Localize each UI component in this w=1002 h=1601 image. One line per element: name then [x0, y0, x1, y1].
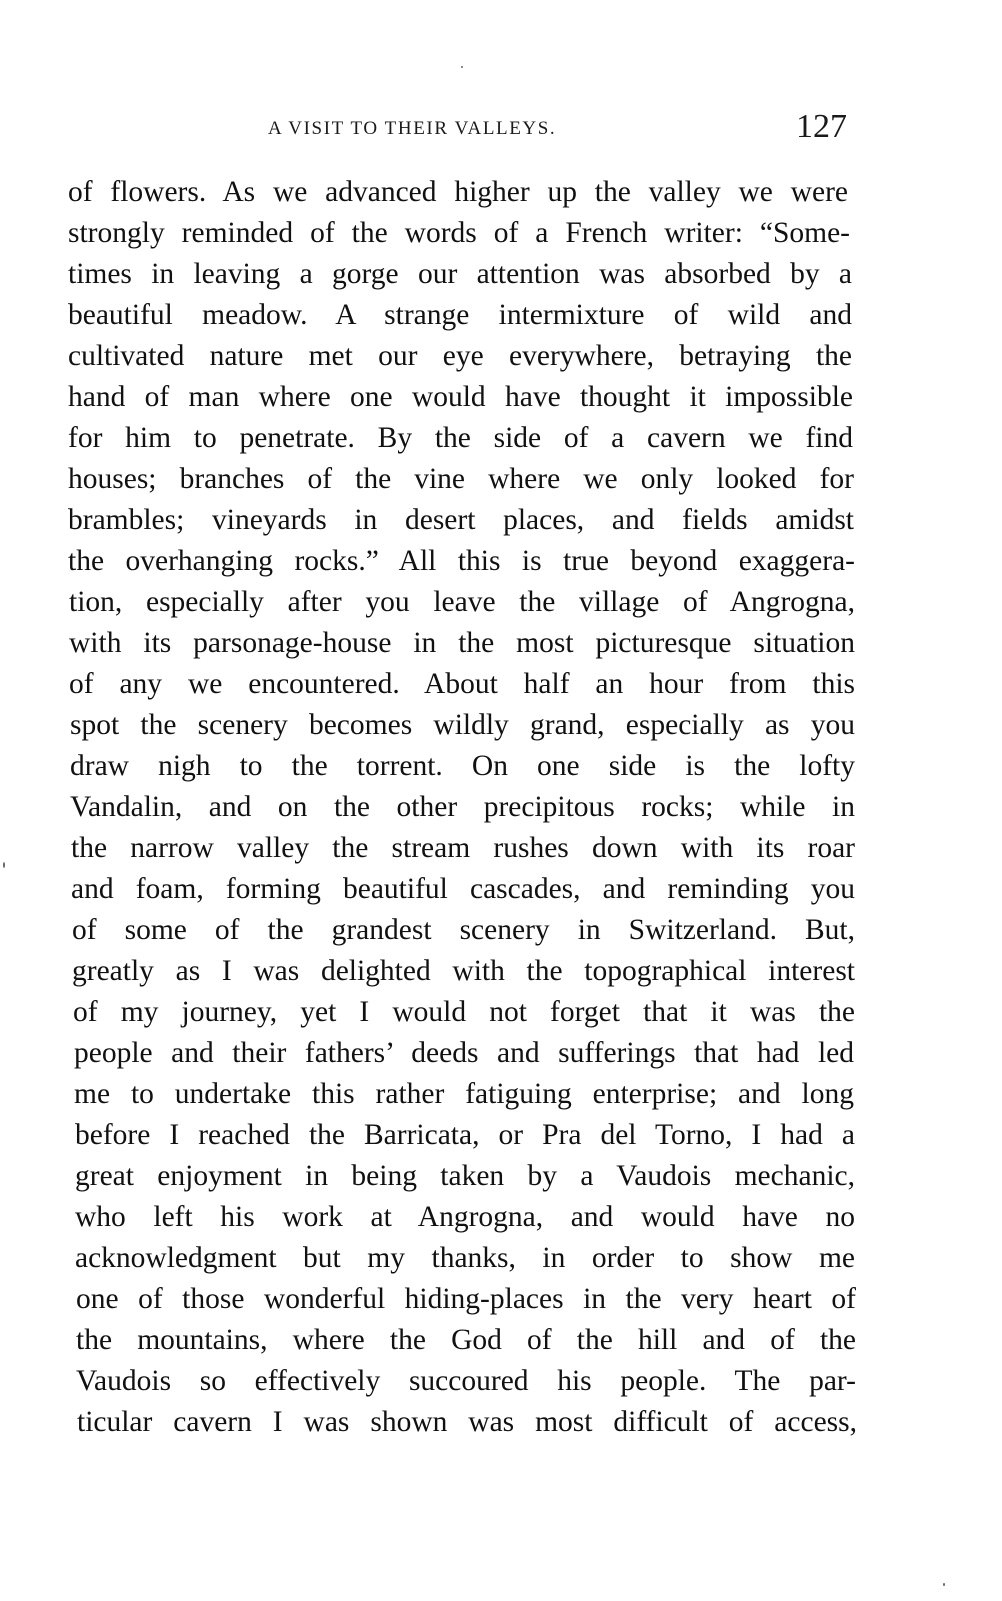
- text-line: acknowledgment but my thanks, in order to show me: [75, 1242, 855, 1274]
- scan-speck: [943, 1583, 945, 1586]
- text-line: me to undertake this rather fatiguing enterprise; and long: [74, 1078, 854, 1110]
- text-line: draw nigh to the torrent. On one side is the lofty: [70, 750, 855, 782]
- scan-speck: [3, 862, 5, 868]
- text-line: the overhanging rocks.” All this is true beyond exaggera-: [68, 545, 855, 577]
- text-line: of flowers. As we advanced higher up the valley we were: [68, 176, 848, 208]
- page-number: 127: [796, 108, 847, 145]
- text-line: greatly as I was delighted with the topographical interest: [72, 955, 855, 987]
- text-line: who left his work at Angrogna, and would have no: [75, 1201, 855, 1233]
- text-line: great enjoyment in being taken by a Vaudois mechanic,: [75, 1160, 855, 1192]
- text-line: ticular cavern I was shown was most difficult of access,: [77, 1406, 857, 1438]
- text-line: beautiful meadow. A strange intermixture of wild and: [68, 299, 852, 331]
- text-line: of my journey, yet I would not forget that it was the: [73, 996, 855, 1028]
- text-line: one of those wonderful hiding-places in the very heart of: [76, 1283, 856, 1315]
- text-line: Vaudois so effectively succoured his people. The par-: [76, 1365, 856, 1397]
- text-line: for him to penetrate. By the side of a cavern we find: [68, 422, 853, 454]
- scan-speck: [461, 66, 463, 68]
- text-line: of any we encountered. About half an hour from this: [69, 668, 855, 700]
- text-line: the mountains, where the God of the hill and of the: [76, 1324, 856, 1356]
- text-line: hand of man where one would have thought it impossible: [68, 381, 853, 413]
- text-line: times in leaving a gorge our attention was absorbed by a: [68, 258, 852, 290]
- text-line: spot the scenery becomes wildly grand, especially as you: [70, 709, 855, 741]
- text-line: houses; branches of the vine where we only looked for: [68, 463, 854, 495]
- text-line: people and their fathers’ deeds and sufferings that had led: [74, 1037, 854, 1069]
- text-line: Vandalin, and on the other precipitous rocks; while in: [70, 791, 855, 823]
- text-line: brambles; vineyards in desert places, and fields amidst: [68, 504, 854, 536]
- text-line: of some of the grandest scenery in Switzerland. But,: [72, 914, 855, 946]
- text-line: tion, especially after you leave the village of Angrogna,: [69, 586, 855, 618]
- text-line: cultivated nature met our eye everywhere, betraying the: [68, 340, 852, 372]
- text-line: strongly reminded of the words of a French writer: “Some-: [68, 217, 850, 249]
- text-line: the narrow valley the stream rushes down with its roar: [71, 832, 855, 864]
- running-head: A VISIT TO THEIR VALLEYS.: [268, 118, 557, 139]
- text-line: with its parsonage-house in the most picturesque situation: [69, 627, 855, 659]
- text-line: and foam, forming beautiful cascades, and reminding you: [71, 873, 855, 905]
- text-line: before I reached the Barricata, or Pra del Torno, I had a: [75, 1119, 855, 1151]
